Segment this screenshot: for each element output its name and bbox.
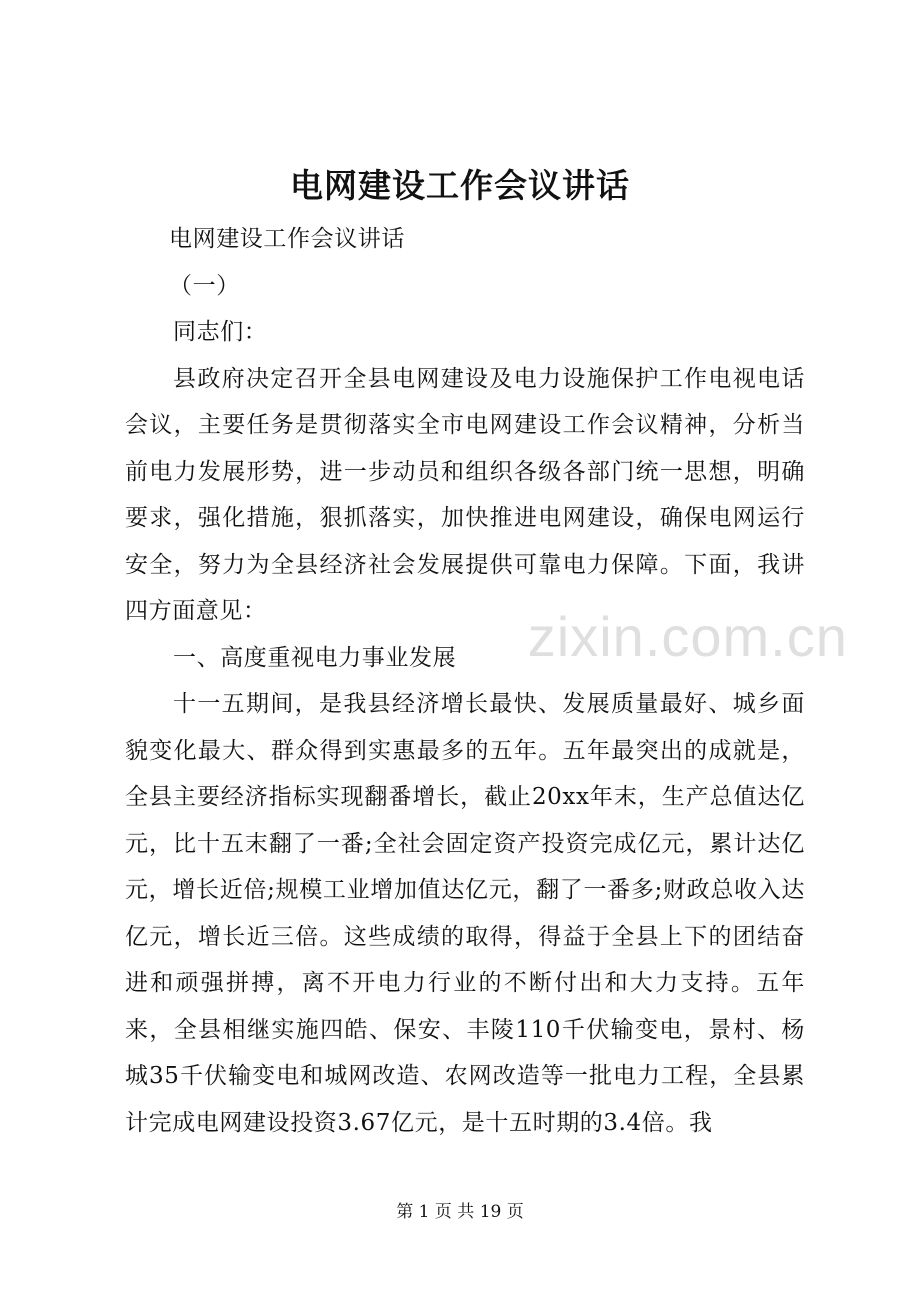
document-body: [125, 216, 805, 1146]
body-paragraph: 十一五期间，是我县经济增长最快、发展质量最好、城乡面貌变化最大、群众得到实惠最多的五年。五年最突出的成就是，全县主要经济指标实现翻番增长，截止20xx年末，生产总值达亿元，比十五末翻了一番;全社会固定资产投资完成亿元，累计达亿元，增长近倍;规模工业增加值达亿元，翻了一番多;财政总收入达亿元，增长近三倍。这些成绩的取得，得益于全县上下的团结奋进和顽强拼搏，离不开电力行业的不断付出和大力支持。五年来，全县相继实施四皓、保安、丰陵110千伏输变电，景村、杨城35千伏输变电和城网改造、农网改造等一批电力工程，全县累计完成电网建设投资3.67亿元，是十五时期的3.4倍。我: [125, 691, 805, 1136]
section-number-paragraph: （一）: [169, 272, 240, 299]
watermark: zixin.com.cn: [527, 605, 848, 668]
document-title: 电网建设工作会议讲话: [290, 166, 630, 205]
page-footer: 第 1 页 共 19 页: [396, 1202, 524, 1222]
salutation-paragraph: 同志们：: [173, 319, 268, 345]
body-paragraph: 县政府决定召开全县电网建设及电力设施保护工作电视电话会议，主要任务是贯彻落实全市电网建设工作会议精神，分析当前电力发展形势，进一步动员和组织各级各部门统一思想，明确要求，强化措施，狠抓落实，加快推进电网建设，确保电网运行安全，努力为全县经济社会发展提供可靠电力保障。下面，我讲四方面意见：: [125, 365, 805, 624]
section-heading: 一、高度重视电力事业发展: [173, 644, 457, 671]
subtitle-paragraph: 电网建设工作会议讲话: [169, 226, 405, 252]
